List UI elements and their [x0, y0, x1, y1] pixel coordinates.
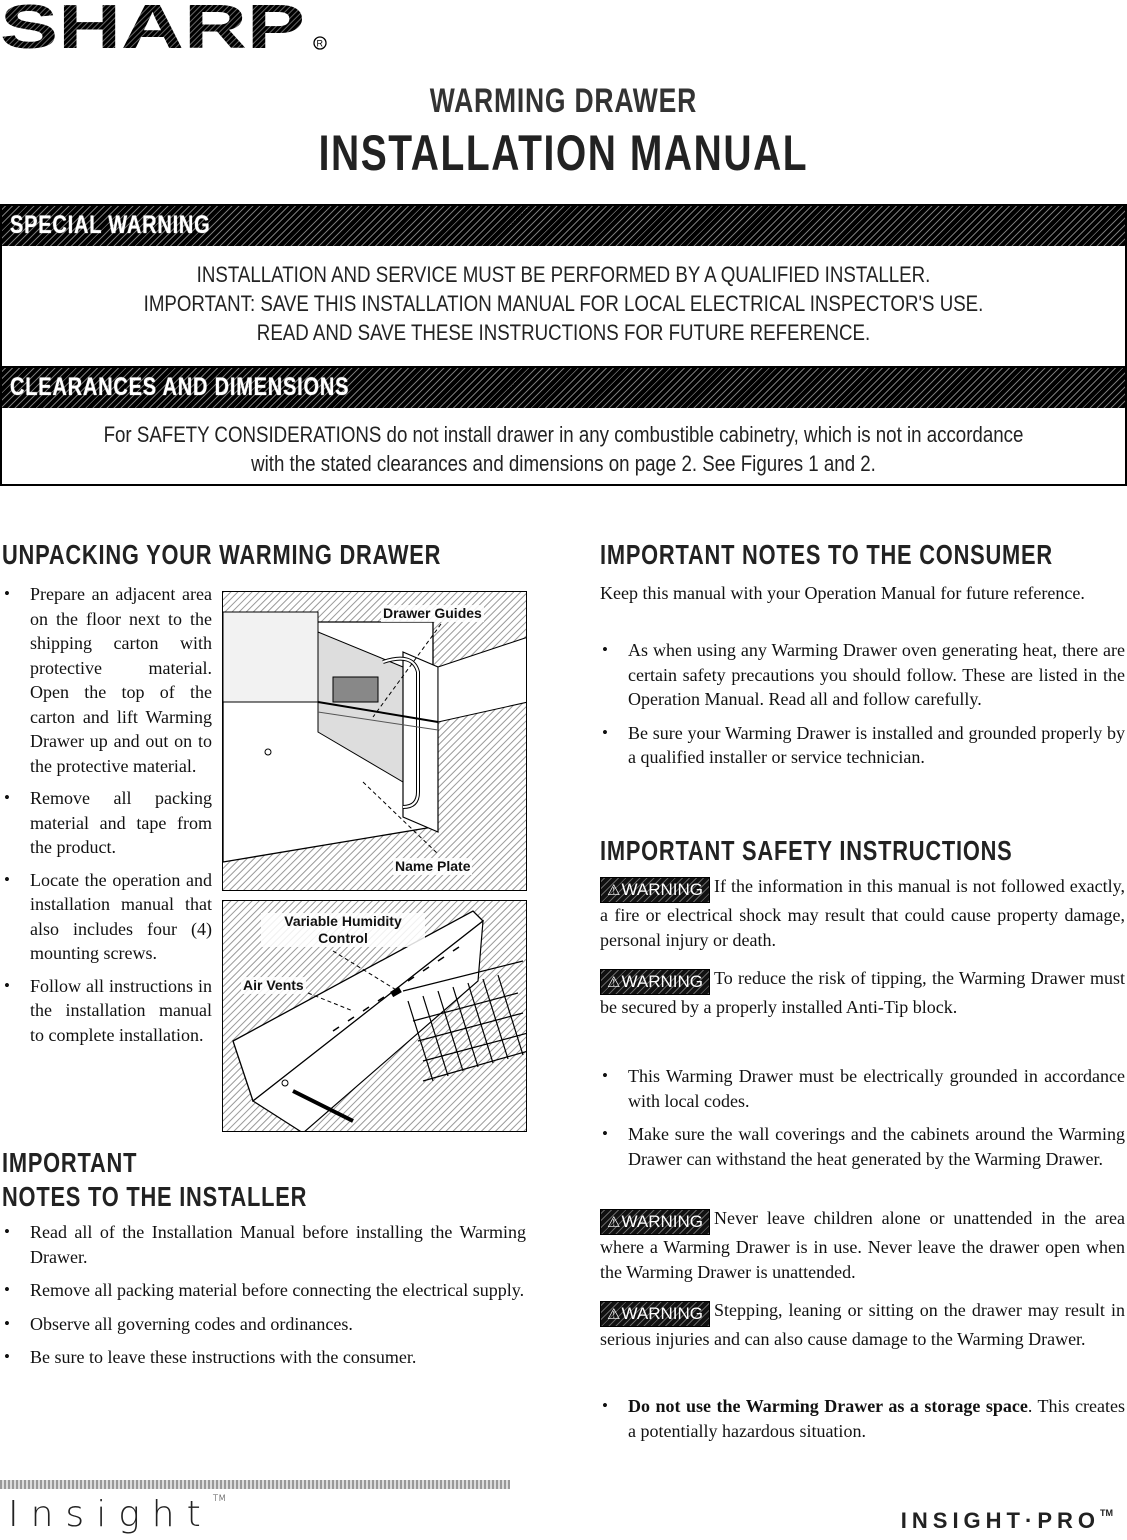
consumer-heading: IMPORTANT NOTES TO THE CONSUMER — [600, 539, 1053, 570]
drawer-guides-illustration — [223, 592, 527, 891]
list-item: • This Warming Drawer must be electrically grounded in accordance with local codes. — [600, 1064, 1125, 1113]
list-item: • Remove all packing material and tape from the product. — [2, 786, 212, 860]
special-warning-text — [86, 260, 1041, 347]
unpacking-heading: UNPACKING YOUR WARMING DRAWER — [2, 539, 442, 570]
air-vents-label: Air Vents — [243, 977, 304, 993]
safety-heading: IMPORTANT SAFETY INSTRUCTIONS — [600, 835, 1013, 866]
warning-badge: ⚠WARNING — [600, 1209, 710, 1235]
installer-list — [2, 1220, 526, 1379]
list-item: • Prepare an adjacent area on the floor next to the shipping carton with protective material. Open the top of the carton and lift Warming Drawer up and out on to the protective material. — [2, 582, 212, 778]
warning-paragraph-4: ⚠WARNING Stepping, leaning or sitting on the drawer may result in serious injuries and can also cause damage to the Warming Drawer. — [600, 1300, 1125, 1349]
special-warning-bar — [2, 206, 1125, 246]
consumer-intro: Keep this manual with your Operation Manual for future reference. — [600, 583, 1085, 603]
list-item: • Make sure the wall coverings and the cabinets around the Warming Drawer can withstand the heat generated by the Warming Drawer. — [600, 1122, 1125, 1171]
warning-triangle-icon: ⚠ — [607, 1306, 621, 1323]
warning-paragraph-3: ⚠WARNING Never leave children alone or unattended in the area where a Warming Drawer is in use. Never leave the drawer open when the Warming Drawer is unattended. — [600, 1208, 1125, 1282]
special-warning-line: READ AND SAVE THESE INSTRUCTIONS FOR FUTURE REFERENCE. — [256, 320, 871, 345]
clearances-line: For SAFETY CONSIDERATIONS do not install drawer in any combustible cabinetry, which is not in accordance — [103, 422, 1024, 447]
warning-triangle-icon: ⚠ — [607, 974, 621, 991]
clearances-text — [86, 420, 1041, 478]
list-item: • Read all of the Installation Manual before installing the Warming Drawer. — [2, 1220, 526, 1269]
list-item: • Remove all packing material before connecting the electrical supply. — [2, 1278, 526, 1303]
footer-rule — [0, 1480, 510, 1489]
document-subtitle: WARMING DRAWER — [429, 82, 698, 120]
warning-paragraph-2: ⚠WARNING To reduce the risk of tipping, the Warming Drawer must be secured by a properly installed Anti-Tip block. — [600, 968, 1125, 1017]
list-item: • Follow all instructions in the installation manual to complete installation. — [2, 974, 212, 1048]
list-item: • Be sure to leave these instructions with the consumer. — [2, 1345, 526, 1370]
safety-list — [600, 1064, 1125, 1180]
special-warning-line: IMPORTANT: SAVE THIS INSTALLATION MANUAL FOR LOCAL ELECTRICAL INSPECTOR'S USE. — [143, 291, 984, 316]
warning-badge: ⚠WARNING — [600, 969, 710, 995]
warning-triangle-icon: ⚠ — [607, 1214, 621, 1231]
warning-paragraph-1: ⚠WARNING If the information in this manual is not followed exactly, a fire or electrical shock may result that could cause property damage, personal injury or death. — [600, 876, 1125, 950]
special-warning-line: INSTALLATION AND SERVICE MUST BE PERFORMED BY A QUALIFIED INSTALLER. — [196, 262, 931, 287]
clearances-box — [0, 366, 1127, 486]
list-item: • Be sure your Warming Drawer is installed and grounded properly by a qualified installer or service technician. — [600, 721, 1125, 770]
insight-pro-brand: INSIGHT·PRO™ — [900, 1508, 1113, 1533]
document-title: INSTALLATION MANUAL — [318, 125, 809, 181]
warning-badge: ⚠WARNING — [600, 877, 710, 903]
name-plate-label: Name Plate — [395, 858, 471, 874]
svg-text:SHARP: SHARP — [0, 2, 305, 58]
clearances-heading: CLEARANCES AND DIMENSIONS — [10, 373, 350, 401]
list-item: • Observe all governing codes and ordinances. — [2, 1312, 526, 1337]
drawer-guides-label: Drawer Guides — [383, 605, 482, 621]
figure-humidity-vents — [222, 900, 527, 1132]
insight-brand: Insight™ — [8, 1494, 226, 1535]
special-warning-box — [0, 204, 1127, 368]
list-item: • Locate the operation and installation manual that also includes four (4) mounting screws. — [2, 868, 212, 966]
warning-triangle-icon: ⚠ — [607, 882, 621, 899]
unpacking-list — [2, 582, 212, 1055]
warning-badge: ⚠WARNING — [600, 1301, 710, 1327]
installer-heading-line1: IMPORTANT — [2, 1147, 138, 1178]
humidity-control-label: Variable Humidity Control — [261, 913, 425, 947]
storage-warning-list — [600, 1394, 1125, 1452]
svg-text:R: R — [316, 38, 323, 49]
clearances-bar — [2, 368, 1125, 408]
sharp-logo — [0, 2, 330, 58]
clearances-line: with the stated clearances and dimensions on page 2. See Figures 1 and 2. — [251, 451, 876, 476]
figure-drawer-guides — [222, 591, 527, 891]
list-item: • Do not use the Warming Drawer as a storage space. This creates a potentially hazardous situation. — [600, 1394, 1125, 1443]
consumer-list — [600, 638, 1125, 779]
special-warning-heading: SPECIAL WARNING — [10, 211, 211, 239]
list-item: • As when using any Warming Drawer oven generating heat, there are certain safety precautions you should follow. These are listed in the Operation Manual. Read all and follow carefully. — [600, 638, 1125, 712]
installer-heading-line2: NOTES TO THE INSTALLER — [2, 1181, 308, 1212]
